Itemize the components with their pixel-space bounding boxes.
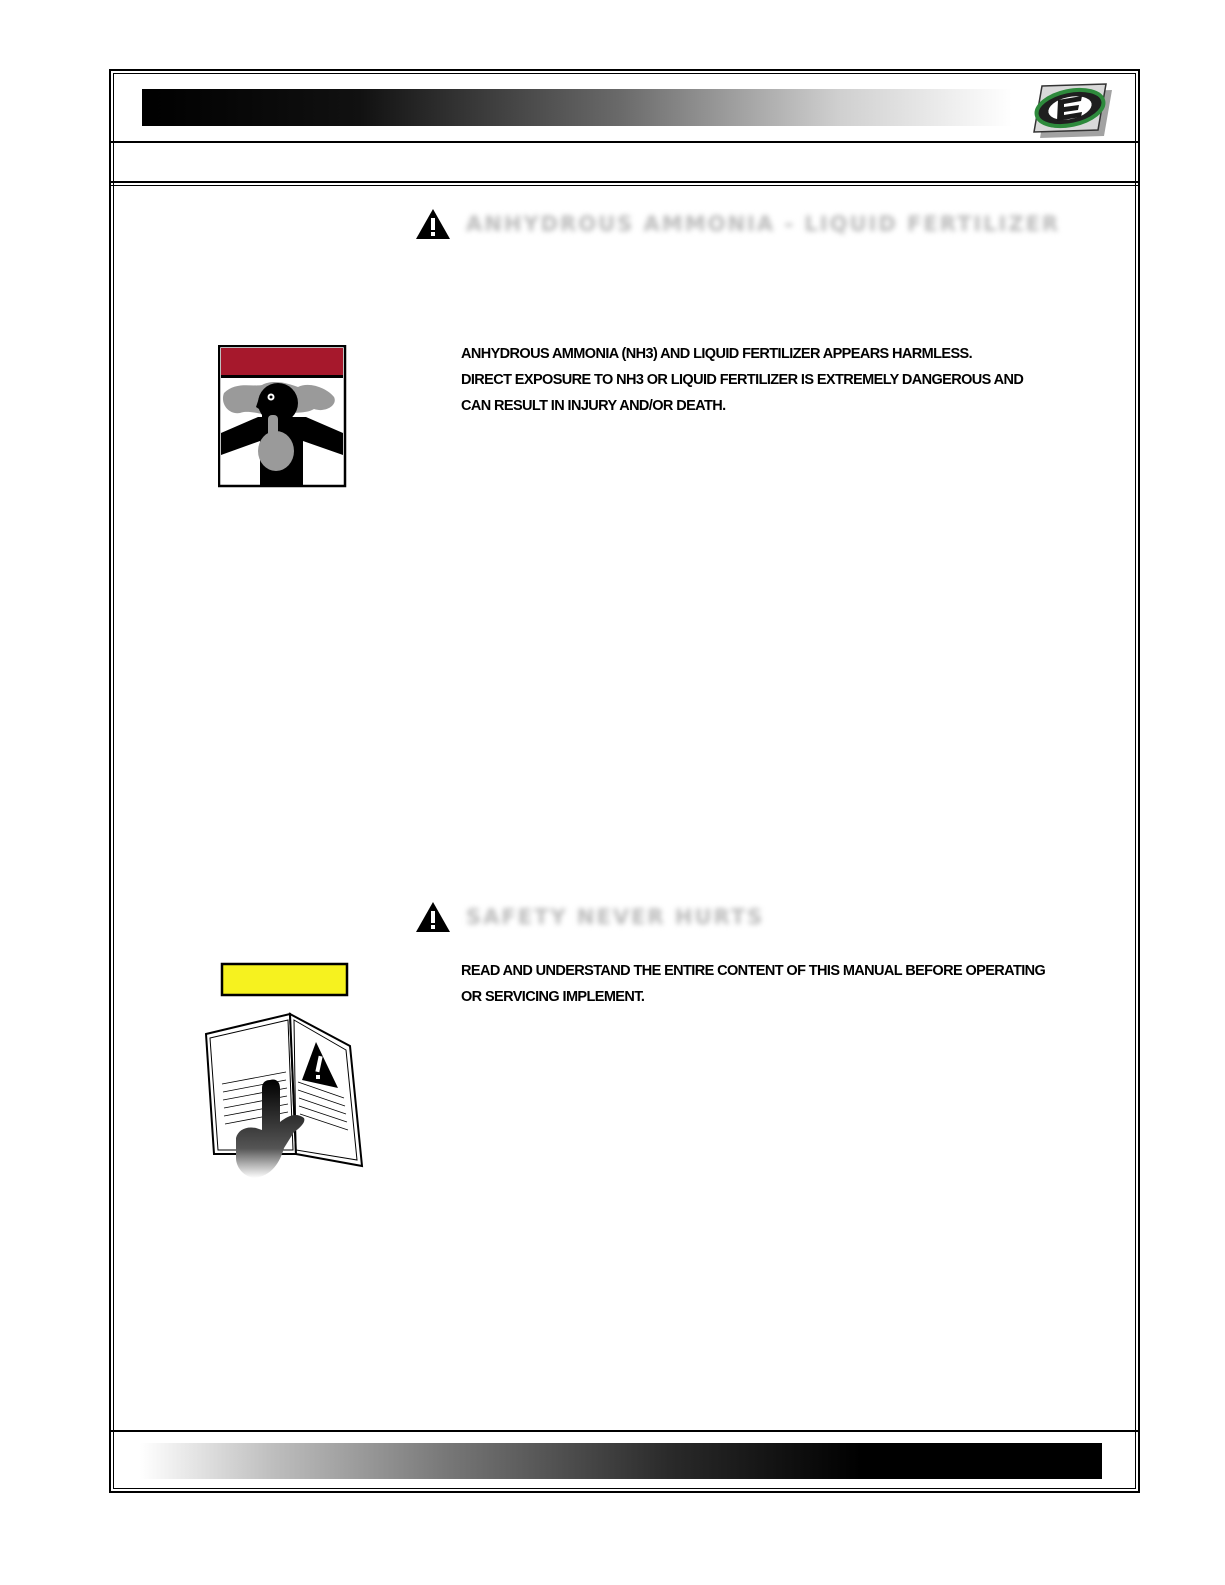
footer-gradient-bar bbox=[140, 1443, 1102, 1479]
header-divider bbox=[110, 141, 1139, 143]
page-frame-inner bbox=[113, 73, 1136, 1489]
section-title: ANHYDROUS AMMONIA - LIQUID FERTILIZER bbox=[466, 212, 1061, 236]
header-gradient-bar bbox=[142, 89, 1012, 126]
inhalation-hazard-icon bbox=[218, 345, 348, 494]
subheader-divider bbox=[110, 181, 1139, 183]
section-body-text: READ AND UNDERSTAND THE ENTIRE CONTENT OF THIS MANUAL BEFORE OPERATING OR SERVICING IMPLEMENT. bbox=[461, 963, 1046, 1005]
brand-logo bbox=[1030, 82, 1112, 138]
warning-triangle-icon bbox=[415, 901, 451, 933]
footer-divider bbox=[110, 1430, 1139, 1432]
read-manual-icon bbox=[192, 962, 372, 1185]
section-title: SAFETY NEVER HURTS bbox=[466, 905, 765, 929]
section-body-text: ANHYDROUS AMMONIA (NH3) AND LIQUID FERTILIZER APPEARS HARMLESS. DIRECT EXPOSURE TO NH3 OR LIQUID FERTILIZER IS EXTREMELY DANGEROUS AND CAN RESULT IN INJURY AND/OR DEATH. bbox=[461, 346, 1024, 414]
warning-triangle-icon bbox=[415, 208, 451, 240]
subheader-divider-thin bbox=[110, 185, 1139, 186]
